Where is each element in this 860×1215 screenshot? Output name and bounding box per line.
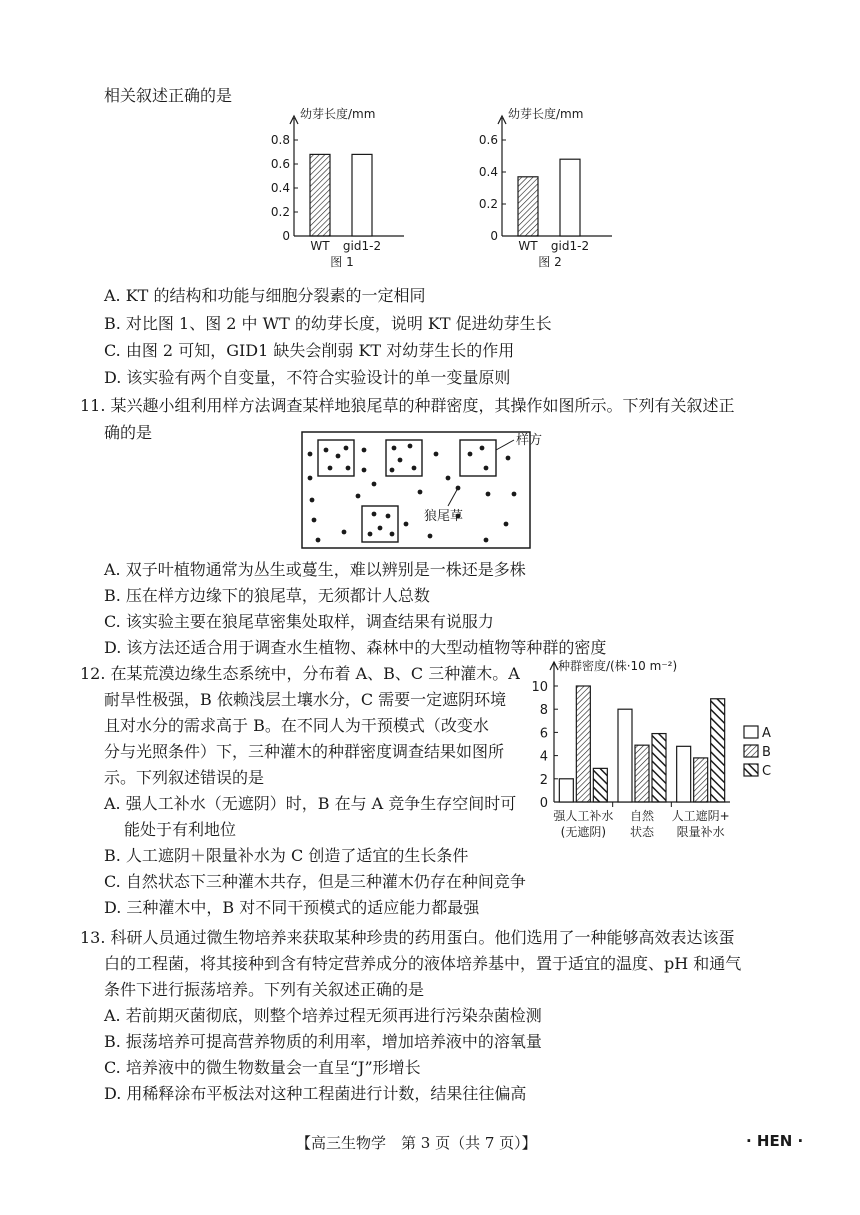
x-tick-label: WT: [518, 239, 538, 253]
bar: [352, 154, 372, 236]
bar: [677, 746, 691, 802]
q11-stem-line-1: 11. 某兴趣小组利用样方法调查某样地狼尾草的种群密度，其操作如图所示。下列有关叙述正: [80, 396, 735, 415]
question-10-stem-tail: 相关叙述正确的是: [104, 86, 233, 105]
legend-label: A: [762, 726, 771, 741]
q10-option-b: B. 对比图 1、图 2 中 WT 的幼芽长度，说明 KT 促进幼芽生长: [104, 314, 552, 333]
q12-stem-line-5: 示。下列叙述错误的是: [104, 768, 265, 787]
q12-option-c: C. 自然状态下三种灌木共存，但是三种灌木仍存在种间竞争: [104, 872, 526, 891]
q11-option-d: D. 该方法还适合用于调查水生植物、森林中的大型动植物等种群的密度: [104, 638, 607, 657]
q13-stem-line-1: 13. 科研人员通过微生物培养来获取某种珍贵的药用蛋白。他们选用了一种能够高效表达该蛋: [80, 928, 735, 947]
quadrat-diagram: [296, 428, 596, 554]
q13-stem-line-2: 白的工程菌，将其接种到含有特定营养成分的液体培养基中，置于适宜的温度、pH 和通气: [104, 954, 742, 973]
q10-option-d: D. 该实验有两个自变量，不符合实验设计的单一变量原则: [104, 368, 511, 387]
figure-3-chart: [512, 656, 802, 842]
bar: [652, 734, 666, 802]
q11-option-a: A. 双子叶植物通常为丛生或蔓生，难以辨别是一株还是多株: [104, 560, 526, 579]
q11-stem-line-2: 确的是: [104, 423, 153, 442]
legend-swatch: [744, 764, 758, 776]
y-tick-label: 4: [539, 749, 548, 765]
bar: [618, 709, 632, 802]
q12-stem-line-4: 分与光照条件）下，三种灌木的种群密度调查结果如图所: [104, 742, 505, 761]
y-tick-label: 0.2: [478, 197, 498, 211]
q13-stem-line-3: 条件下进行振荡培养。下列有关叙述正确的是: [104, 980, 425, 999]
x-tick-label: WT: [310, 239, 330, 253]
q12-stem-line-2: 耐旱性极强，B 依赖浅层土壤水分，C 需要一定遮阴环境: [104, 690, 507, 709]
figure-caption: 图 2: [538, 255, 562, 269]
grass-dots: [308, 444, 517, 543]
q12-option-d: D. 三种灌木中，B 对不同干预模式的适应能力都最强: [104, 898, 480, 917]
x-tick-label: 人工遮阴+: [671, 809, 730, 823]
q13-option-d: D. 用稀释涂布平板法对这种工程菌进行计数，结果往往偏高: [104, 1084, 527, 1103]
bar: [694, 758, 708, 802]
q12-stem-line-3: 且对水分的需求高于 B。在不同人为干预模式（改变水: [104, 716, 489, 735]
footer-code: · HEN ·: [746, 1132, 804, 1150]
q13-option-b: B. 振荡培养可提高营养物质的利用率，增加培养液中的溶氧量: [104, 1032, 542, 1051]
x-tick-label: gid1-2: [550, 239, 590, 253]
y-axis-label: 幼芽长度/mm: [508, 107, 584, 121]
quadrat: [318, 440, 354, 476]
bar: [635, 745, 649, 802]
legend-label: B: [762, 745, 771, 760]
y-axis-label: 幼芽长度/mm: [300, 107, 376, 121]
legend-swatch: [744, 726, 758, 738]
grass-label: 狼尾草: [424, 509, 464, 524]
y-tick-label: 0.8: [270, 133, 290, 147]
y-axis-label: 种群密度/(株·10 m⁻²): [558, 659, 678, 673]
q10-option-a: A. KT 的结构和功能与细胞分裂素的一定相同: [104, 286, 426, 305]
quadrat: [460, 440, 496, 476]
y-tick-label: 2: [539, 772, 548, 788]
q12-option-a-line-2: 能处于有利地位: [124, 820, 237, 839]
figure-1-chart: [262, 104, 412, 274]
bar: [593, 768, 607, 802]
q11-option-b: B. 压在样方边缘下的狼尾草，无须都计人总数: [104, 586, 430, 605]
quadrat: [362, 506, 398, 542]
y-tick-label: 0: [539, 796, 548, 811]
q11-option-c: C. 该实验主要在狼尾草密集处取样，调查结果有说服力: [104, 612, 494, 631]
y-tick-label: 0.2: [270, 205, 290, 219]
bar: [560, 159, 580, 236]
q12-option-a-line-1: A. 强人工补水（无遮阴）时，B 在与 A 竞争生存空间时可: [104, 794, 517, 813]
x-tick-label: 自然: [629, 809, 655, 823]
q10-option-c: C. 由图 2 可知，GID1 缺失会削弱 KT 对幼芽生长的作用: [104, 341, 515, 360]
q13-option-c: C. 培养液中的微生物数量会一直呈“J”形增长: [104, 1058, 421, 1077]
y-tick-label: 0: [490, 229, 498, 243]
page-footer: 【高三生物学 第 3 页（共 7 页）】: [296, 1134, 537, 1152]
q12-option-b: B. 人工遮阴＋限量补水为 C 创造了适宜的生长条件: [104, 846, 469, 865]
bar: [518, 177, 538, 236]
y-tick-label: 0: [282, 229, 290, 243]
y-tick-label: 0.4: [478, 165, 498, 179]
y-tick-label: 6: [539, 726, 548, 742]
legend-label: C: [762, 764, 772, 779]
y-tick-label: 0.6: [478, 133, 498, 147]
y-tick-label: 0.6: [270, 157, 290, 171]
q12-stem-line-1: 12. 在某荒漠边缘生态系统中，分布着 A、B、C 三种灌木。A: [80, 664, 520, 683]
y-tick-label: 10: [531, 680, 548, 695]
x-tick-label: 状态: [629, 825, 655, 839]
y-tick-label: 0.4: [270, 181, 290, 195]
legend-swatch: [744, 745, 758, 757]
bar: [711, 699, 725, 802]
bar: [559, 779, 573, 802]
x-tick-label: (无遮阴): [560, 825, 607, 839]
x-tick-label: 限量补水: [676, 825, 725, 839]
figure-2-chart: [470, 104, 620, 274]
y-tick-label: 8: [539, 703, 548, 719]
x-tick-label: gid1-2: [342, 239, 382, 253]
quadrat-label: 样方: [516, 433, 543, 448]
figure-caption: 图 1: [330, 255, 354, 269]
x-tick-label: 强人工补水: [553, 809, 614, 823]
q13-option-a: A. 若前期灭菌彻底，则整个培养过程无须再进行污染杂菌检测: [104, 1006, 542, 1025]
bar: [576, 686, 590, 802]
bar: [310, 154, 330, 236]
